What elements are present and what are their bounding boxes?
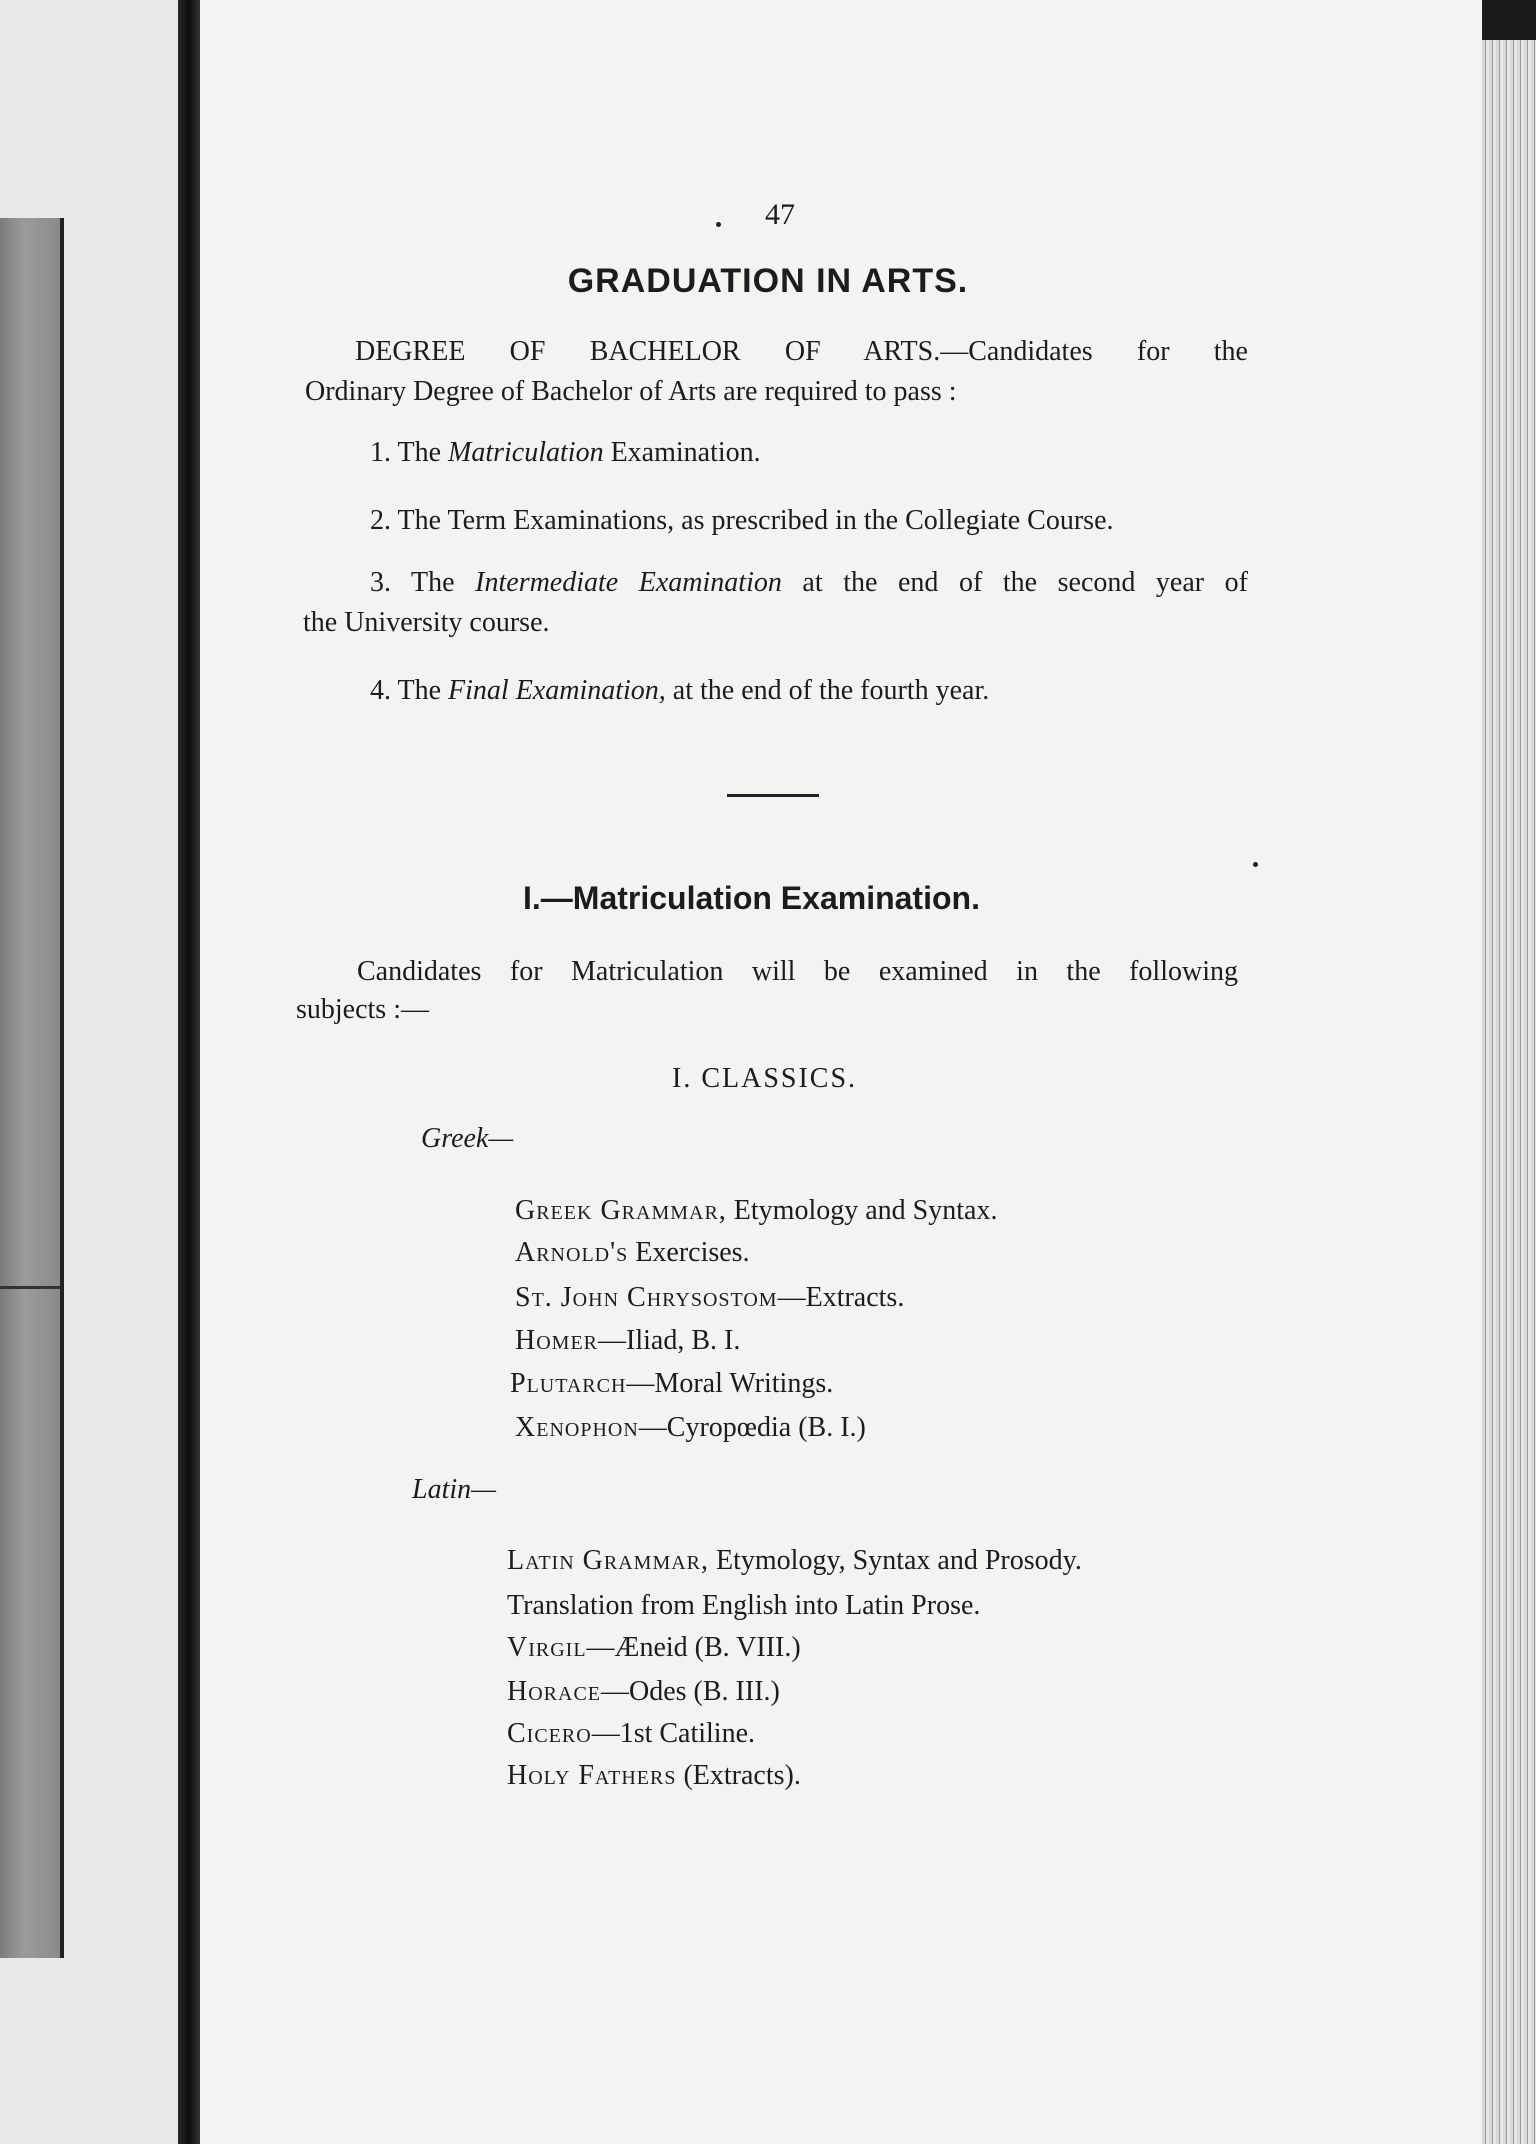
item-author: Virgil [507, 1632, 587, 1663]
ink-speck [716, 222, 721, 227]
requirement-text: at the end of the fourth year. [665, 675, 990, 706]
item-text: Translation from English into Latin Prose. [507, 1590, 981, 1621]
page-number: 47 [765, 198, 795, 231]
requirement-3 [370, 567, 1248, 599]
greek-item [515, 1325, 740, 1357]
latin-item [507, 1632, 801, 1664]
ink-speck [1253, 862, 1258, 867]
item-text: —Moral Writings. [626, 1368, 834, 1399]
item-author: Latin Grammar, [507, 1545, 710, 1576]
item-text: Etymology, Syntax and Prosody. [709, 1545, 1082, 1576]
item-author: Cicero [507, 1718, 592, 1749]
item-author: Arnold's [515, 1237, 629, 1268]
subject-heading: I. CLASSICS. [672, 1063, 858, 1094]
requirement-2: 2. The Term Examinations, as prescribed in the Collegiate Course. [370, 505, 1114, 536]
requirement-4 [370, 675, 989, 707]
intro-line-2: Ordinary Degree of Bachelor of Arts are required to pass : [305, 376, 957, 407]
item-author: Xenophon [515, 1412, 639, 1443]
candidates-line-2: subjects :— [296, 994, 429, 1025]
latin-item [507, 1676, 780, 1708]
requirement-text: Examination. [603, 437, 761, 468]
greek-item [510, 1368, 833, 1400]
greek-item [515, 1195, 997, 1227]
item-author: Plutarch [510, 1368, 627, 1399]
item-text: —Extracts. [777, 1282, 905, 1313]
section-heading: I.—Matriculation Examination. [523, 880, 980, 916]
item-text: (Extracts). [676, 1760, 801, 1791]
item-text: —Iliad, B. I. [598, 1325, 741, 1356]
greek-item [515, 1412, 866, 1444]
greek-item [515, 1282, 904, 1314]
requirement-number: 4. The [370, 675, 449, 706]
latin-item [507, 1545, 1082, 1577]
requirement-number: 3. The [370, 567, 476, 598]
item-text: Etymology and Syntax. [726, 1195, 998, 1226]
item-author: Homer [515, 1325, 599, 1356]
item-author: Greek Grammar, [515, 1195, 727, 1226]
requirement-emphasis: Matriculation [448, 437, 604, 468]
requirement-text: at the end of the second year of [781, 567, 1248, 598]
greek-item [515, 1237, 750, 1269]
item-text: —Cyropœdia (B. I.) [638, 1412, 866, 1443]
item-author: Holy Fathers [507, 1760, 677, 1791]
requirement-number: 1. The [370, 437, 449, 468]
item-text: —1st Catiline. [591, 1718, 756, 1749]
item-text: Exercises. [628, 1237, 750, 1268]
facing-page-plate [0, 218, 64, 1958]
candidates-line-1: Candidates for Matriculation will be examined in the following [357, 956, 1238, 987]
requirement-emphasis: Final Examination, [448, 675, 666, 706]
plate-divider [0, 1286, 60, 1289]
item-author: St. John Chrysostom [515, 1282, 778, 1313]
main-heading: GRADUATION IN ARTS. [567, 262, 969, 300]
intro-degree-caps: DEGREE OF BACHELOR OF ARTS. [355, 336, 941, 367]
requirement-emphasis: Intermediate Examination [475, 567, 782, 598]
facing-page [0, 0, 178, 2144]
intro-line-1 [355, 332, 1248, 372]
latin-label: Latin— [412, 1474, 497, 1505]
requirement-1 [370, 437, 761, 469]
section-divider [727, 794, 819, 797]
page-edge-shadow [1482, 0, 1536, 40]
item-author: Horace [507, 1676, 602, 1707]
item-text: —Odes (B. III.) [601, 1676, 780, 1707]
page-edge-stack [1482, 40, 1536, 2144]
latin-item [507, 1590, 980, 1622]
latin-item [507, 1760, 801, 1792]
intro-line-1-rest: —Candidates for the [940, 336, 1248, 367]
greek-label: Greek— [421, 1123, 514, 1154]
item-text: —Æneid (B. VIII.) [586, 1632, 801, 1663]
latin-item [507, 1718, 755, 1750]
book-gutter [178, 0, 200, 2144]
requirement-3-continued: the University course. [303, 607, 550, 638]
